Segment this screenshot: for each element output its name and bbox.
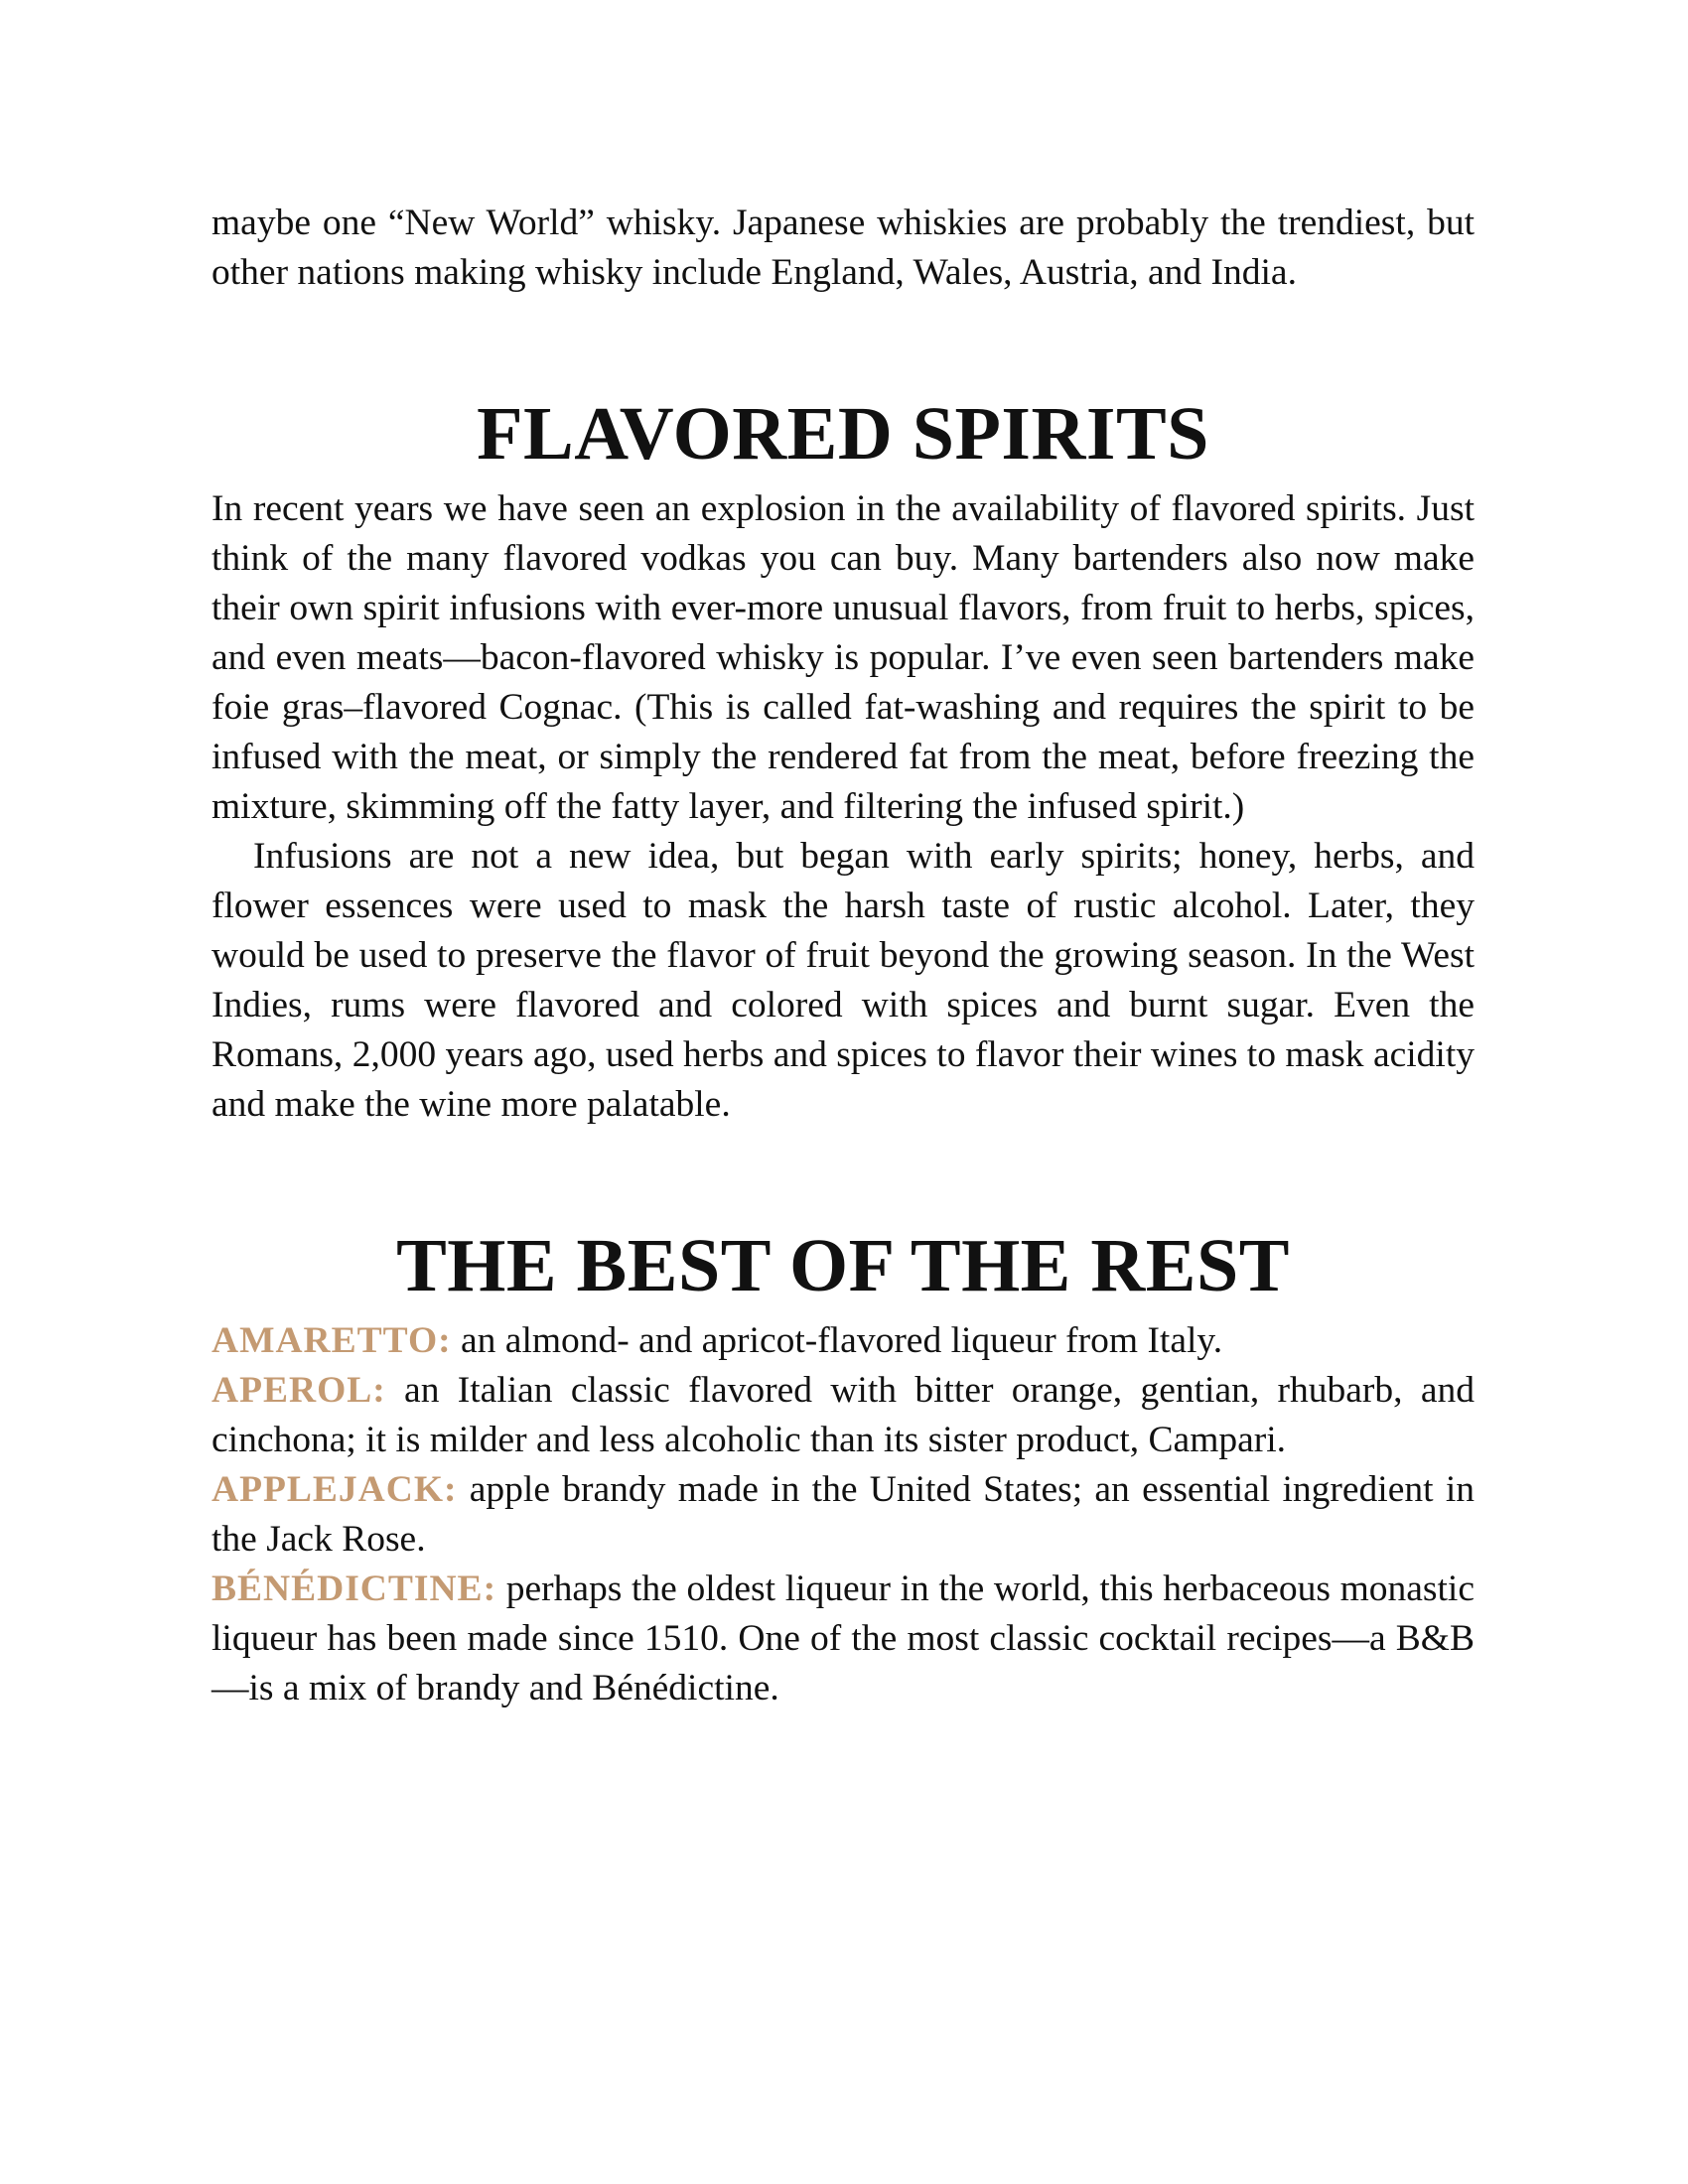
glossary-definition: an almond- and apricot-flavored liqueur from Italy.	[451, 1320, 1223, 1361]
glossary-entry-applejack	[211, 1465, 1475, 1565]
glossary-term: APPLEJACK:	[211, 1469, 458, 1510]
page-content	[211, 199, 1475, 1713]
glossary-definition: perhaps the oldest liqueur in the world, this herbaceous monastic liqueur has been made since 1510. One of the most classic cocktail recipes—a B&B—is a mix of brandy and Bénédictine.	[211, 1569, 1475, 1708]
section-title-best-of-the-rest: THE BEST OF THE REST	[396, 1224, 1290, 1307]
glossary-entry-aperol	[211, 1366, 1475, 1465]
glossary-list	[211, 1316, 1475, 1713]
section-title-flavored-spirits: FLAVORED SPIRITS	[477, 392, 1209, 476]
glossary-definition: an Italian classic flavored with bitter orange, gentian, rhubarb, and cinchona; it is milder and less alcoholic than its sister product, Campari.	[211, 1370, 1475, 1460]
glossary-term: AMARETTO:	[211, 1320, 452, 1361]
glossary-entry-benedictine	[211, 1565, 1475, 1713]
intro-paragraph: maybe one “New World” whisky. Japanese whiskies are probably the trendiest, but other nations making whisky include England, Wales, Austria, and India.	[211, 203, 1475, 293]
flavored-spirits-paragraph-2: Infusions are not a new idea, but began with early spirits; honey, herbs, and flower essences were used to mask the harsh taste of rustic alcohol. Later, they would be used to preserve the flavor of fruit beyond the growing season. In the West Indies, rums were flavored and colored with spices and burnt sugar. Even the Romans, 2,000 years ago, used herbs and spices to flavor their wines to mask acidity and make the wine more palatable.	[211, 836, 1475, 1125]
flavored-spirits-paragraph-1: In recent years we have seen an explosion in the availability of flavored spirits. Just think of the many flavored vodkas you can buy. Many bartenders also now make their own spirit infusions with ever-more unusual flavors, from fruit to herbs, spices, and even meats—bacon-flavored whisky is popular. I’ve even seen bartenders make foie gras–flavored Cognac. (This is called fat-washing and requires the spirit to be infused with the meat, or simply the rendered fat from the meat, before freezing the mixture, skimming off the fatty layer, and filtering the infused spirit.)	[211, 488, 1475, 827]
glossary-term: APEROL:	[211, 1370, 386, 1411]
glossary-entry-amaretto	[211, 1316, 1475, 1366]
glossary-term: BÉNÉDICTINE:	[211, 1569, 497, 1609]
glossary-definition: apple brandy made in the United States; an essential ingredient in the Jack Rose.	[211, 1469, 1475, 1560]
